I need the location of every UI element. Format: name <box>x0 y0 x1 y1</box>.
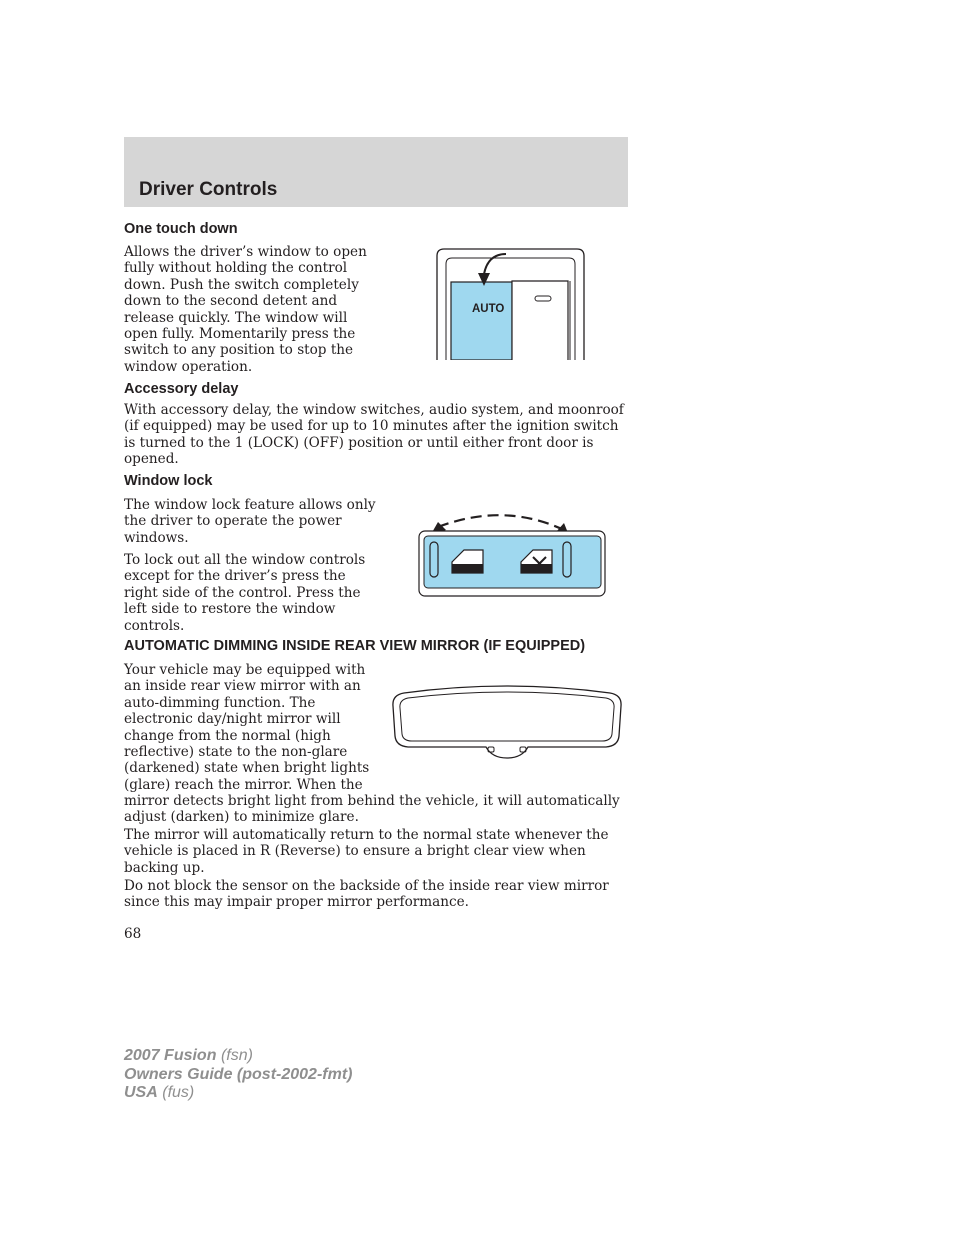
heading-auto-dimming-mirror: AUTOMATIC DIMMING INSIDE REAR VIEW MIRROR (IF EQUIPPED) <box>124 638 586 654</box>
mirror-text-1-continued: mirror detects bright light from behind the vehicle, it will automatically adjust (darken) to minimize glare. <box>124 793 620 826</box>
window-lock-text-2: To lock out all the window controls except for the driver’s press the right side of the control. Press the left side to restore the window controls. <box>124 552 366 634</box>
accessory-delay-text: With accessory delay, the window switches, audio system, and moonroof (if equipped) may be used for up to 10 minutes after the ignition switch is turned to the 1 (LOCK) (OFF) position or until either front door is opened. <box>124 402 624 468</box>
footer-market-code: (fus) <box>162 1084 195 1101</box>
mirror-text-1-wrapped: Your vehicle may be equipped with an inside rear view mirror with an auto-dimming function. The electronic day/night mirror will change from the normal (high reflective) state to the non-glare (darkened) state when bright lights (glare) reach the mirror. When the <box>124 662 370 793</box>
footer-market: USA <box>124 1084 158 1101</box>
page-title: Driver Controls <box>139 179 278 200</box>
auto-label: AUTO <box>472 303 505 315</box>
window-lock-text-1: The window lock feature allows only the driver to operate the power windows. <box>124 497 376 546</box>
mirror-text-3: Do not block the sensor on the backside of the inside rear view mirror since this may impair proper mirror performance. <box>124 878 609 911</box>
mirror-text-2: The mirror will automatically return to the normal state whenever the vehicle is placed in R (Reverse) to ensure a bright clear view when backing up. <box>124 827 609 876</box>
page-number: 68 <box>124 926 142 942</box>
footer-model-code: (fsn) <box>220 1047 253 1064</box>
one-touch-down-text: Allows the driver’s window to open fully without holding the control down. Push the switch completely down to the second detent and release quickly. The window will open fully. Momentarily press the switch to any position to stop the window operation. <box>124 244 367 375</box>
window-lock-switch-figure <box>418 510 608 600</box>
rear-view-mirror-figure <box>390 684 624 760</box>
heading-accessory-delay: Accessory delay <box>124 381 239 397</box>
auto-window-switch-figure <box>436 248 586 360</box>
heading-window-lock: Window lock <box>124 473 213 489</box>
section-header-band <box>124 137 628 207</box>
footer-model: 2007 Fusion <box>124 1047 217 1064</box>
heading-one-touch-down: One touch down <box>124 221 238 237</box>
footer-guide: Owners Guide (post-2002-fmt) <box>124 1065 353 1083</box>
document-footer <box>124 1047 352 1103</box>
